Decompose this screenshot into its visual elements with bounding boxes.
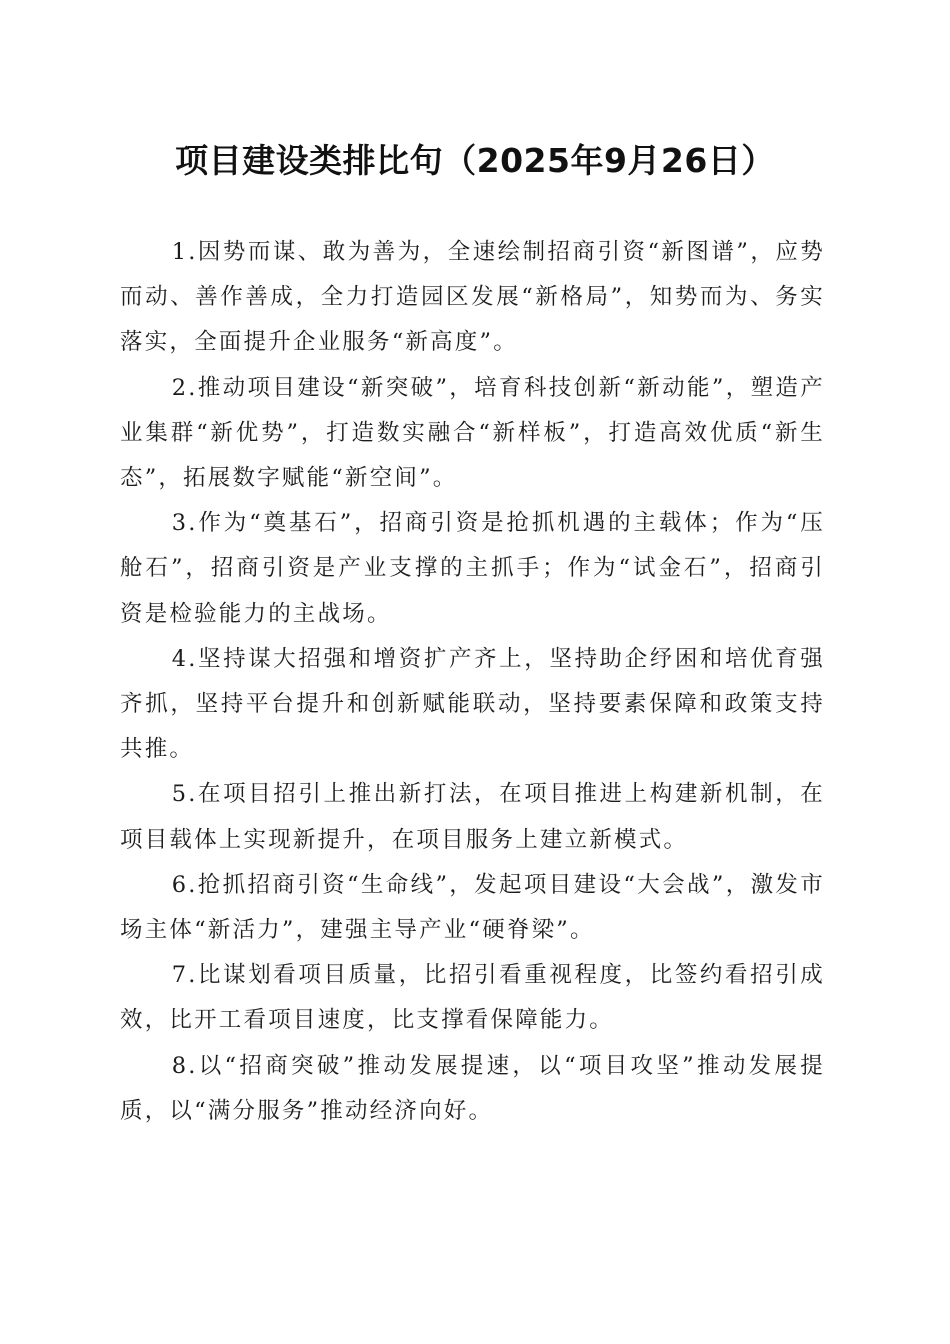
paragraph-7: 7.比谋划看项目质量，比招引看重视程度，比签约看招引成效，比开工看项目速度，比支撑看保障能力。 [120,962,825,1034]
document-body [120,230,825,1134]
paragraph-6: 6.抢抓招商引资“生命线”，发起项目建设“大会战”，激发市场主体“新活力”，建强主导产业“硬脊梁”。 [120,871,825,944]
paragraph-1: 1.因势而谋、敢为善为，全速绘制招商引资“新图谱”，应势而动、善作善成，全力打造园区发展“新格局”，知势而为、务实落实，全面提升企业服务“新高度”。 [120,239,825,356]
document-title: 项目建设类排比句（2025年9月26日） [175,141,775,180]
paragraph-5: 5.在项目招引上推出新打法，在项目推进上构建新机制，在项目载体上实现新提升，在项目服务上建立新模式。 [120,781,825,853]
paragraph-2: 2.推动项目建设“新突破”，培育科技创新“新动能”，塑造产业集群“新优势”，打造数实融合“新样板”，打造高效优质“新生态”，拓展数字赋能“新空间”。 [120,374,825,492]
paragraph-4: 4.坚持谋大招强和增资扩产齐上，坚持助企纾困和培优育强齐抓，坚持平台提升和创新赋能联动，坚持要素保障和政策支持共推。 [120,645,825,763]
paragraph-8: 8.以“招商突破”推动发展提速，以“项目攻坚”推动发展提质，以“满分服务”推动经济向好。 [120,1052,825,1124]
paragraph-3: 3.作为“奠基石”，招商引资是抢抓机遇的主载体；作为“压舱石”，招商引资是产业支撑的主抓手；作为“试金石”，招商引资是检验能力的主战场。 [120,510,825,627]
